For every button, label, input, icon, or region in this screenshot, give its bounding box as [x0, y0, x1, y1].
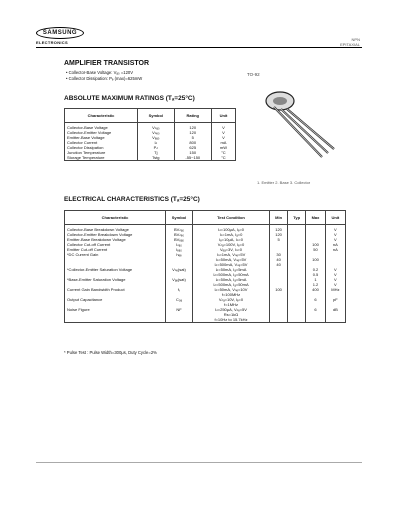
table-cell: 1.2 — [306, 282, 326, 287]
table-cell: Rs=1kΩ — [193, 312, 270, 317]
table-cell: Tj — [138, 150, 175, 155]
col-header: Symbol — [138, 109, 175, 123]
table-header-row — [65, 109, 236, 123]
table-cell: 120 — [174, 123, 211, 131]
table-cell: Vₙₐ=100V, Iₑ=0 — [193, 242, 270, 247]
table-cell — [306, 225, 326, 233]
table-cell — [166, 317, 193, 323]
table-cell: Vₐₑ(sat) — [166, 277, 193, 282]
table-cell: Vₙₐ₀ — [138, 123, 175, 131]
table-cell: f=100MHz — [193, 292, 270, 297]
part-line-1: NPN — [351, 37, 360, 42]
table-cell: Iₙ=1mA, Vₙₑ=5V — [193, 252, 270, 257]
abs-max-heading: ABSOLUTE MAXIMUM RATINGS (Tₐ=25°C) — [64, 95, 195, 102]
table-cell: 120 — [270, 232, 288, 237]
table-cell: 120 — [270, 225, 288, 233]
feature-list — [66, 70, 142, 82]
table-cell: f=1MHz — [193, 302, 270, 307]
footnote: * Pulse Test : Pulse Width=300μs, Duty Cycle=2% — [64, 350, 157, 355]
table-cell: 30 — [270, 252, 288, 257]
table-cell: 5 — [174, 135, 211, 140]
table-header-row — [65, 211, 346, 225]
table-cell: dB — [325, 307, 345, 312]
col-header: Min — [270, 211, 288, 225]
table-cell: Iₙ=250μA, Vₙₑ=5V — [193, 307, 270, 312]
col-header: Symbol — [166, 211, 193, 225]
device-title: AMPLIFIER TRANSISTOR — [64, 60, 150, 67]
table-cell: V — [211, 135, 235, 140]
table-cell: Iₙ=50mA, Iₐ=5mA — [193, 267, 270, 272]
table-cell: NF — [166, 307, 193, 312]
table-cell: Iₑ=10μA, Iₙ=0 — [193, 237, 270, 242]
footer-rule — [36, 462, 362, 463]
table-cell: Tstg — [138, 155, 175, 161]
col-header: Characteristic — [65, 109, 138, 123]
table-cell: -55~150 — [174, 155, 211, 161]
table-cell: hₑₑ — [166, 252, 193, 257]
col-header: Unit — [211, 109, 235, 123]
table-cell: Collector-Base Breakdown Voltage — [65, 225, 166, 233]
table-cell: 6 — [306, 307, 326, 312]
table-cell: °C — [211, 155, 235, 161]
elec-char-heading: ELECTRICAL CHARACTERISTICS (Tₐ=25°C) — [64, 196, 200, 203]
table-cell: Storage Temperature — [65, 155, 138, 161]
brand-logo: SAMSUNG — [36, 27, 84, 39]
table-cell: Iₙ=50mA, Vₙₑ=5V — [193, 257, 270, 262]
feature-item: • Collector Dissipation: Pₑ (max)=625mW — [66, 76, 143, 81]
table-cell: Emitter-Base Breakdown Voltage — [65, 237, 166, 242]
table-cell: Current Gain Bandwidth Product — [65, 287, 166, 292]
table-cell: Iₙ=50mA, Iₐ=5mA — [193, 277, 270, 282]
table-cell: Iₙ — [138, 140, 175, 145]
table-cell: Iₙ=500mA, Iₐ=50mA — [193, 282, 270, 287]
table-cell — [288, 225, 306, 233]
table-cell — [65, 317, 166, 323]
table-cell: Vₙₑ(sat) — [166, 267, 193, 272]
table-cell: nA — [325, 242, 345, 247]
table-cell: 100 — [306, 242, 326, 247]
table-cell — [288, 317, 306, 323]
elec-char-table — [64, 210, 346, 323]
table-cell: Collector-Emitter Voltage — [65, 130, 138, 135]
table-cell: Emitter-Base Voltage — [65, 135, 138, 140]
table-cell: mW — [211, 145, 235, 150]
table-cell: Output Capacitance — [65, 297, 166, 302]
table-cell: Collector Cut-off Current — [65, 242, 166, 247]
table-cell: 6 — [306, 297, 326, 302]
table-cell: 400 — [306, 287, 326, 292]
table-cell: 0.5 — [306, 272, 326, 277]
pin-assignment: 1. Emitter 2. Base 3. Collector — [257, 180, 311, 185]
table-cell: Iₙ=1mA, Iₐ=0 — [193, 232, 270, 237]
table-cell: Collector-Emitter Breakdown Voltage — [65, 232, 166, 237]
table-cell: 800 — [174, 140, 211, 145]
table-cell: Iₙₐ₀ — [166, 242, 193, 247]
table-cell: 50 — [306, 247, 326, 252]
table-row — [65, 123, 236, 131]
table-cell: Noise Figure — [65, 307, 166, 312]
table-cell: 120 — [174, 130, 211, 135]
table-cell: V — [325, 225, 345, 233]
part-line-2: EPITAXIAL — [340, 42, 360, 47]
table-cell: V — [325, 272, 345, 277]
table-cell: nA — [325, 247, 345, 252]
table-cell: Collector Dissipation — [65, 145, 138, 150]
package-label: TO-92 — [247, 72, 260, 77]
table-cell: *Base-Emitter Saturation Voltage — [65, 277, 166, 282]
table-cell: BVₑₐ₀ — [166, 237, 193, 242]
table-cell: Iₙ=50mA, Vₙₑ=10V — [193, 287, 270, 292]
table-cell: Collector-Base Voltage — [65, 123, 138, 131]
table-cell: 100 — [270, 287, 288, 292]
table-cell: Vₑₐ₀ — [138, 135, 175, 140]
table-cell: V — [325, 232, 345, 237]
table-cell: *DC Current Gain — [65, 252, 166, 257]
table-cell: 0.2 — [306, 267, 326, 272]
table-cell: 5 — [270, 237, 288, 242]
table-cell: Iₙ=100μA, Iₑ=0 — [193, 225, 270, 233]
table-cell: 40 — [270, 257, 288, 262]
table-cell: Vₙₑ₀ — [138, 130, 175, 135]
table-cell: BVₙₐ₀ — [166, 225, 193, 233]
table-cell: *Collector-Emitter Saturation Voltage — [65, 267, 166, 272]
col-header: Rating — [174, 109, 211, 123]
table-row — [65, 155, 236, 161]
col-header: Test Condition — [193, 211, 270, 225]
feature-item: • Collector-Base Voltage: Vₐ₀ =120V — [66, 70, 134, 75]
to92-package-drawing — [250, 83, 360, 178]
table-cell: BVₙₑ₀ — [166, 232, 193, 237]
header-rule — [36, 47, 362, 48]
table-cell: Vₑₐ=3V, Iₙ=0 — [193, 247, 270, 252]
table-cell: Emitter Cut-off Current — [65, 247, 166, 252]
table-cell — [325, 317, 345, 323]
table-cell: MHz — [325, 287, 345, 292]
table-cell: 1 — [306, 277, 326, 282]
brand-subtitle: ELECTRONICS — [36, 40, 68, 45]
abs-max-table — [64, 108, 236, 161]
table-cell: 150 — [174, 150, 211, 155]
table-cell: V — [211, 130, 235, 135]
table-cell: Collector Current — [65, 140, 138, 145]
table-cell: 100 — [306, 257, 326, 262]
col-header: Typ — [288, 211, 306, 225]
table-row — [65, 225, 346, 233]
table-cell: V — [325, 277, 345, 282]
table-cell: fₜ — [166, 287, 193, 292]
table-cell: pF — [325, 297, 345, 302]
col-header: Max — [306, 211, 326, 225]
table-cell — [306, 317, 326, 323]
table-cell: 40 — [270, 262, 288, 267]
table-cell: °C — [211, 150, 235, 155]
table-cell: V — [325, 282, 345, 287]
table-cell: mA — [211, 140, 235, 145]
table-cell: V — [325, 237, 345, 242]
col-header: Characteristic — [65, 211, 166, 225]
table-cell: Cₒₐ — [166, 297, 193, 302]
part-number — [340, 37, 360, 47]
table-cell — [270, 317, 288, 323]
table-cell: Iₙ=500mA, Iₐ=50mA — [193, 272, 270, 277]
col-header: Unit — [325, 211, 345, 225]
table-cell: 625 — [174, 145, 211, 150]
table-cell: V — [325, 267, 345, 272]
table-cell: Iₙ=500mA, Vₙₑ=5V — [193, 262, 270, 267]
table-cell: Pₙ — [138, 145, 175, 150]
table-cell: Iₑₐ₀ — [166, 247, 193, 252]
table-cell: f=10Hz to 15.7kHz — [193, 317, 270, 323]
table-row — [65, 317, 346, 323]
table-cell: V — [211, 123, 235, 131]
table-cell: Junction Temperature — [65, 150, 138, 155]
table-cell: Vₙₐ=10V, Iₑ=0 — [193, 297, 270, 302]
